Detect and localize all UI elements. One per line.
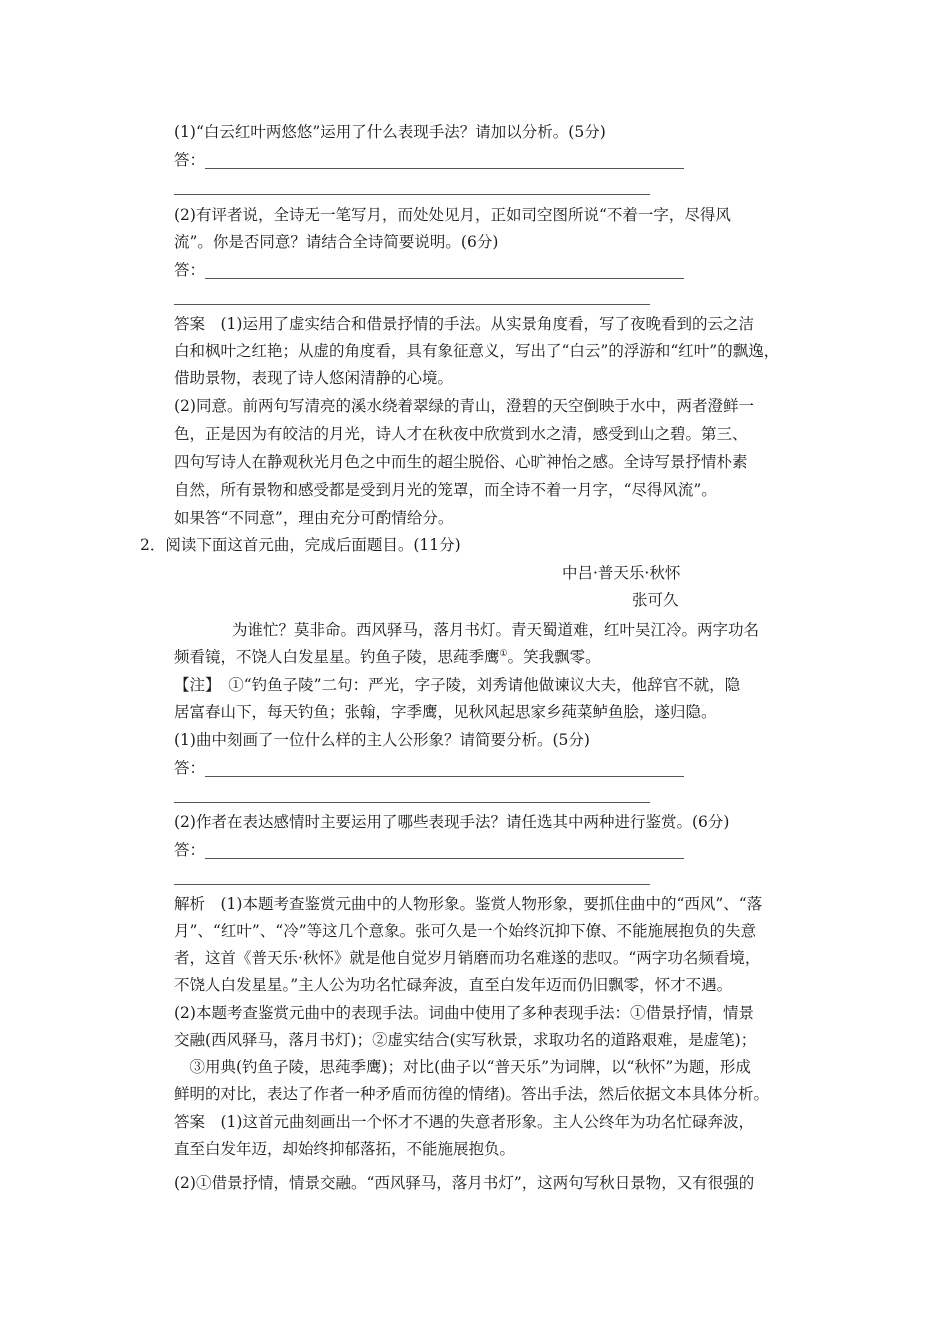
q2-sub1: (1)曲中刻画了一位什么样的主人公形象？请简要分析。(5分) — [174, 731, 590, 749]
analysis-line: 不饶人白发星星。”主人公为功名忙碌奔波，直至白发年迈而仍旧飘零，怀才不遇。 — [174, 976, 733, 994]
note-line: 居富春山下，每天钓鱼；张翰，字季鹰，见秋风起思家乡莼菜鲈鱼脍，遂归隐。 — [174, 703, 717, 721]
q1-sub2-line1: (2)有评者说，全诗无一笔写月，而处处见月，正如司空图所说“不着一字，尽得风 — [174, 206, 731, 224]
poem-line: 为谁忙？莫非命。西风驿马，落月书灯。青天蜀道难，红叶吴江冷。两字功名 — [232, 621, 760, 639]
answer-label: 答： — [174, 759, 206, 777]
answer-line-text: 直至白发年迈，却始终抑郁落拓，不能施展抱负。 — [174, 1140, 516, 1158]
q2-sub2: (2)作者在表达感情时主要运用了哪些表现手法？请任选其中两种进行鉴赏。(6分) — [174, 813, 730, 831]
q2-heading: 2．阅读下面这首元曲，完成后面题目。(11分) — [140, 536, 461, 554]
answer-label: 答： — [174, 151, 206, 169]
answer-line-text: 答案 (1)这首元曲刻画出一个怀才不遇的失意者形象。主人公终年为功名忙碌奔波， — [174, 1113, 754, 1131]
answer-line-text: 答案 (1)运用了虚实结合和借景抒情的手法。从实景角度看，写了夜晚看到的云之洁 — [174, 315, 754, 333]
blank-line[interactable] — [174, 304, 650, 305]
answer-line-text: (2)①借景抒情，情景交融。“西风驿马，落月书灯”，这两句写秋日景物，又有很强的 — [174, 1174, 755, 1192]
analysis-line: (2)本题考查鉴赏元曲中的表现手法。词曲中使用了多种表现手法：①借景抒情，情景 — [174, 1004, 754, 1022]
analysis-line: 鲜明的对比，表达了作者一种矛盾而彷徨的情绪)。答出手法，然后依据文本具体分析。 — [174, 1085, 770, 1103]
analysis-line: 解析 (1)本题考查鉴赏元曲中的人物形象。鉴赏人物形象，要抓住曲中的“西风”、“落 — [174, 895, 763, 913]
poem-line — [174, 647, 601, 667]
answer-line-text: (2)同意。前两句写清亮的溪水绕着翠绿的青山，澄碧的天空倒映于水中，两者澄鲜一 — [174, 397, 754, 415]
analysis-line: 者，这首《普天乐·秋怀》就是他自觉岁月销磨而功名难遂的悲叹。“两字功名频看境， — [174, 949, 761, 967]
poem-line-part: 频看镜，不饶人白发星星。钓鱼子陵，思莼季鹰 — [174, 648, 500, 666]
analysis-line: ③用典(钓鱼子陵，思莼季鹰)；对比(曲子以“普天乐”为词牌，以“秋怀”为题，形成 — [174, 1058, 751, 1076]
answer-label: 答： — [174, 841, 206, 859]
answer-line[interactable] — [205, 776, 684, 777]
q1-sub2-line2: 流”。你是否同意？请结合全诗简要说明。(6分) — [174, 233, 499, 251]
answer-line[interactable] — [205, 168, 684, 169]
blank-line[interactable] — [174, 194, 650, 195]
answer-label: 答： — [174, 261, 206, 279]
poem-line-part: 。笑我飘零。 — [507, 648, 601, 666]
poem-title: 中吕·普天乐·秋怀 — [562, 564, 681, 582]
note-line: 【注】 ①“钓鱼子陵”二句：严光，字子陵，刘秀请他做谏议大夫，他辞官不就，隐 — [174, 676, 741, 694]
blank-line[interactable] — [174, 802, 650, 803]
q1-sub1: (1)“白云红叶两悠悠”运用了什么表现手法？请加以分析。(5分) — [174, 123, 606, 141]
note-marker: ① — [499, 648, 508, 659]
analysis-line: 月”、“红叶”、“冷”等这几个意象。张可久是一个始终沉抑下僚、不能施展抱负的失意 — [174, 922, 757, 940]
analysis-line: 交融(西风驿马，落月书灯)；②虚实结合(实写秋景，求取功名的道路艰难，是虚笔)； — [174, 1031, 757, 1049]
answer-line[interactable] — [205, 858, 684, 859]
answer-line[interactable] — [205, 278, 684, 279]
poem-author: 张可久 — [632, 591, 679, 609]
answer-line-text: 四句写诗人在静观秋光月色之中而生的超尘脱俗、心旷神怡之感。全诗写景抒情朴素 — [174, 453, 748, 471]
answer-line-text: 如果答“不同意”，理由充分可酌情给分。 — [174, 509, 454, 527]
answer-line-text: 白和枫叶之红艳；从虚的角度看，具有象征意义，写出了“白云”的浮游和“红叶”的飘逸， — [174, 342, 780, 360]
answer-line-text: 色，正是因为有皎洁的月光，诗人才在秋夜中欣赏到水之清，感受到山之碧。第三、 — [174, 425, 748, 443]
answer-line-text: 借助景物，表现了诗人悠闲清静的心境。 — [174, 369, 454, 387]
blank-line[interactable] — [174, 884, 650, 885]
answer-line-text: 自然，所有景物和感受都是受到月光的笼罩，而全诗不着一月字，“尽得风流”。 — [174, 481, 717, 499]
